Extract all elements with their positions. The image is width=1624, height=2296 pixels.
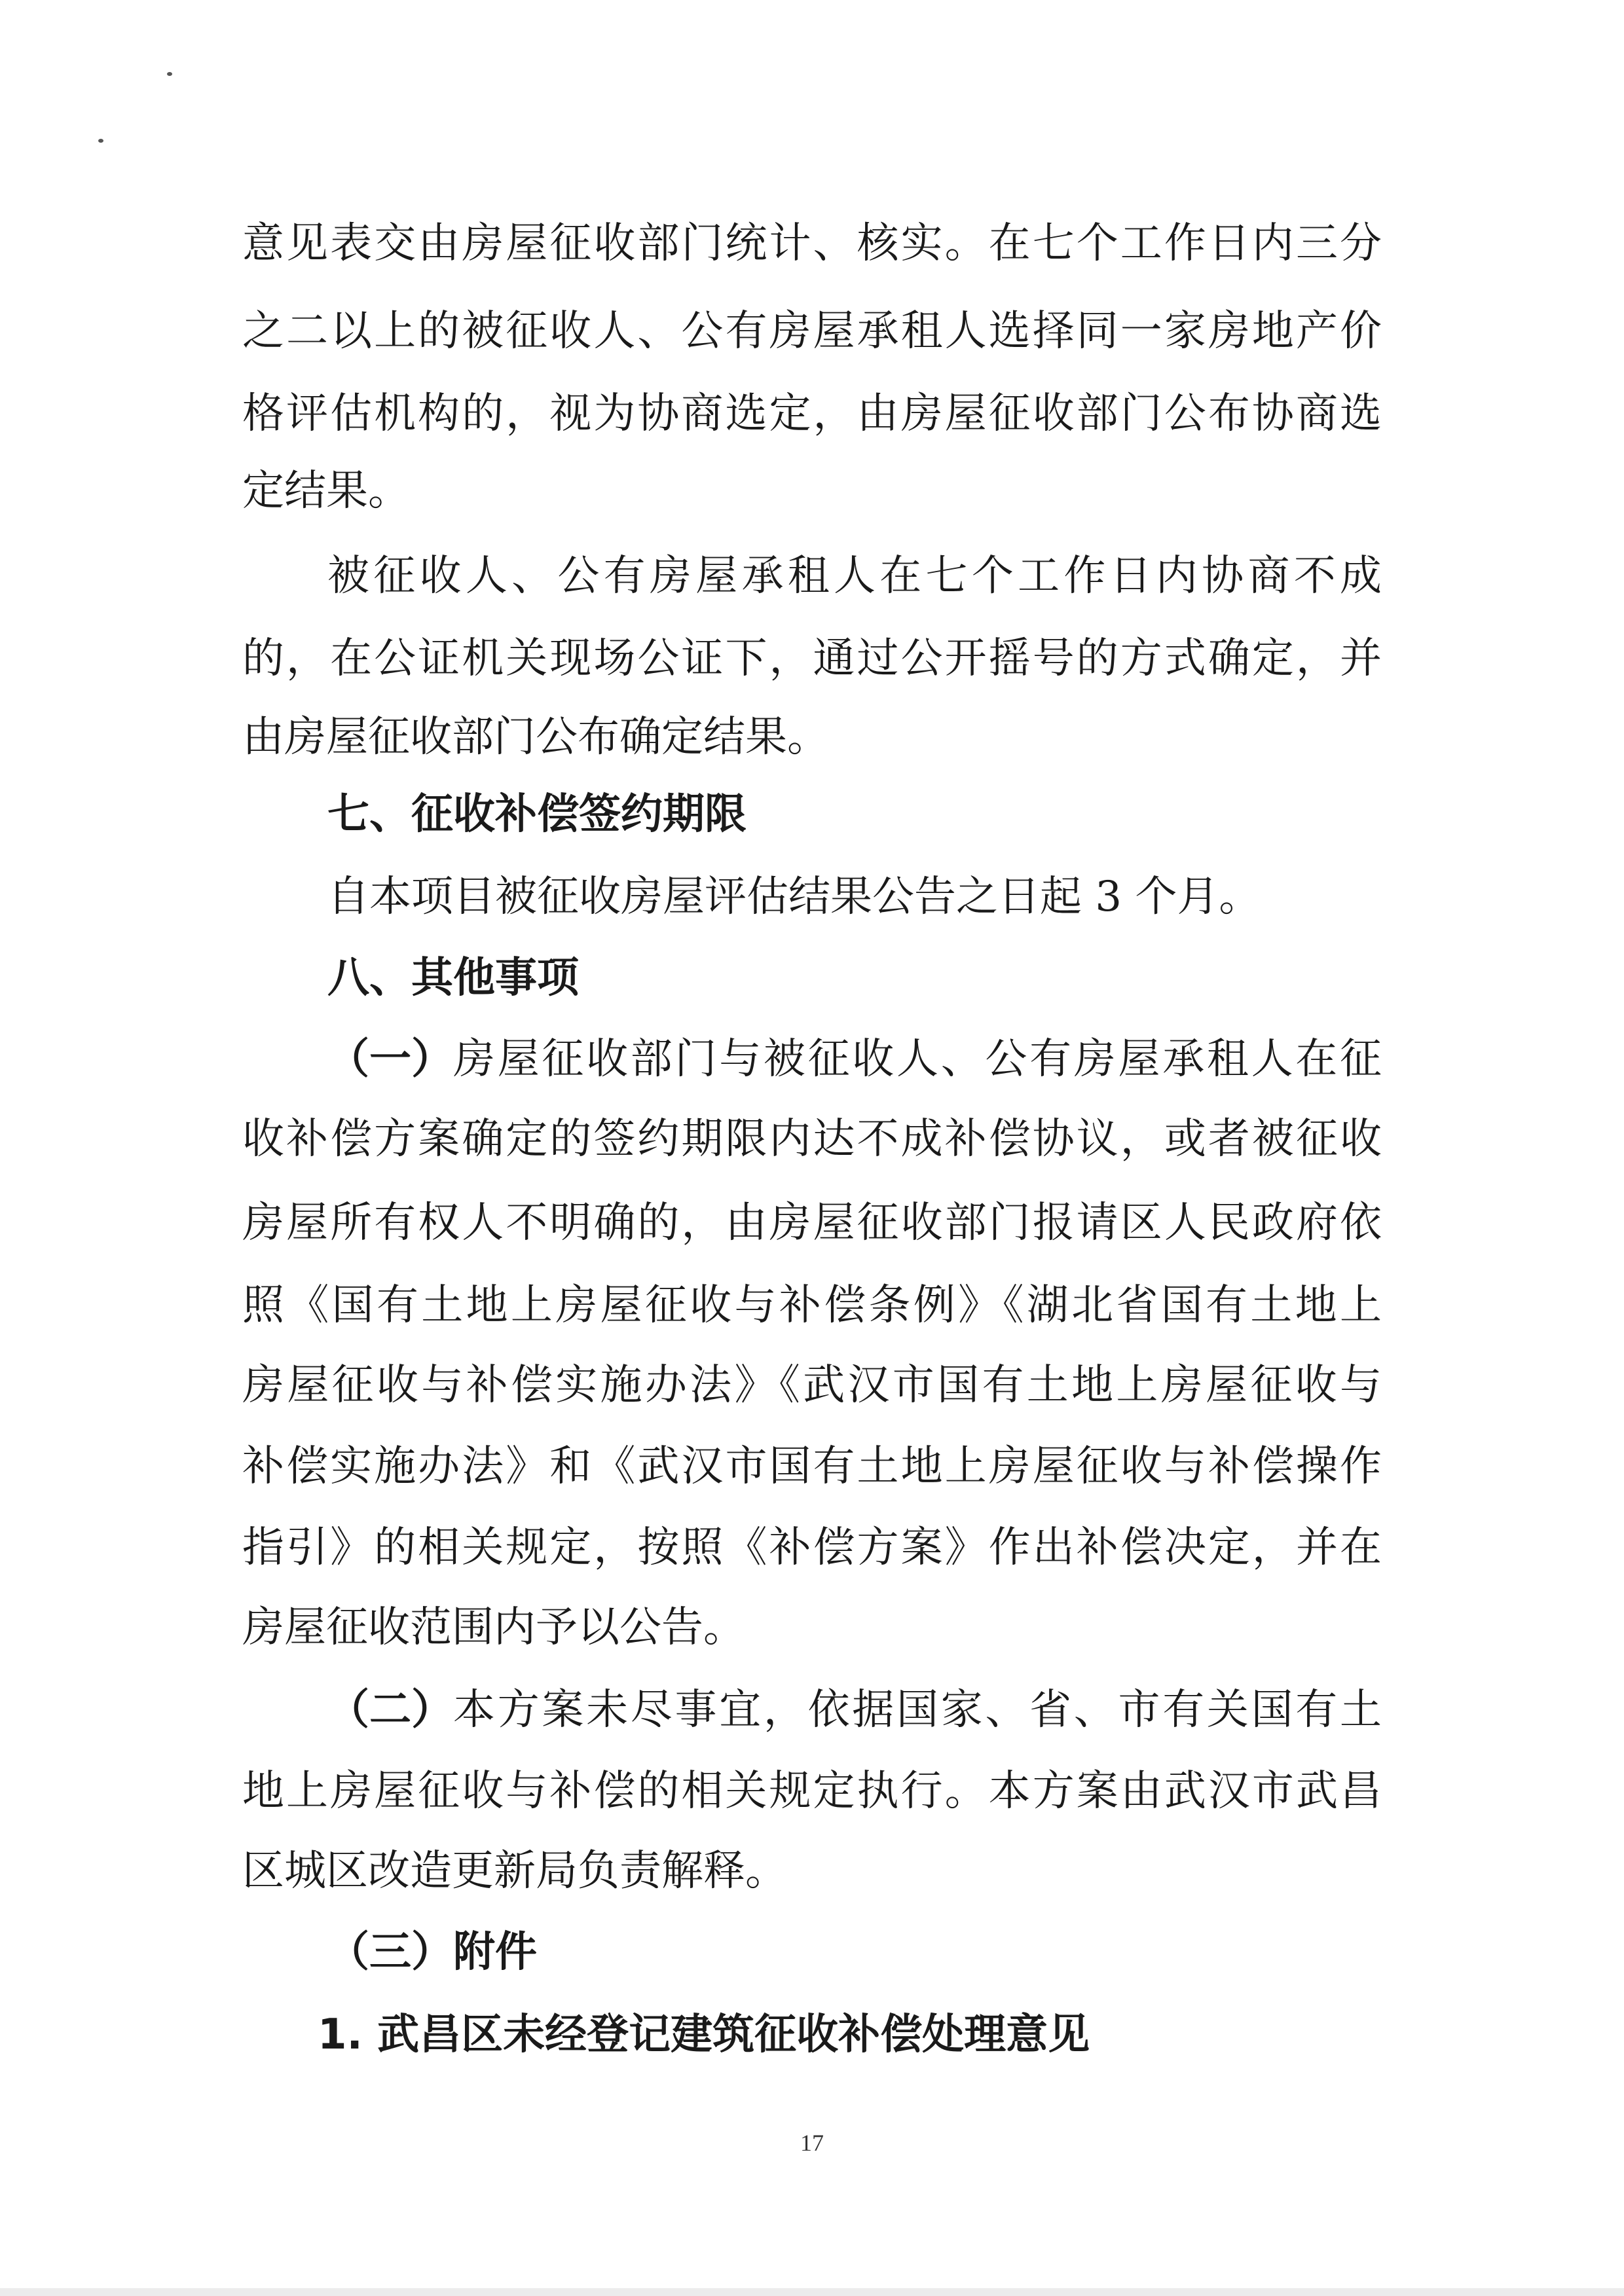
paragraph-line: 意见表交由房屋征收部门统计、核实。在七个工作日内三分 — [242, 219, 1382, 268]
paragraph-line: 补偿实施办法》和《武汉市国有土地上房屋征收与补偿操作 — [242, 1442, 1382, 1491]
paragraph-line: 照《国有土地上房屋征收与补偿条例》《湖北省国有土地上 — [242, 1281, 1382, 1330]
paragraph-line: 房屋征收范围内予以公告。 — [242, 1603, 745, 1652]
scan-edge — [0, 2288, 1624, 2296]
item-text: 房屋征收部门与被征收人、公有房屋承租人在征 — [453, 1035, 1382, 1084]
paragraph-line: 收补偿方案确定的签约期限内达不成补偿协议，或者被征收 — [242, 1115, 1382, 1163]
section-heading: 八、其他事项 — [327, 954, 579, 1002]
paragraph-line: 格评估机构的，视为协商选定，由房屋征收部门公布协商选 — [242, 390, 1382, 438]
item-line — [327, 1684, 1382, 1736]
scan-speck — [167, 72, 172, 76]
attachment-title: 1. 武昌区未经登记建筑征收补偿处理意见 — [318, 2011, 1090, 2059]
paragraph-line: 由房屋征收部门公布确定结果。 — [242, 713, 829, 761]
item-line — [327, 1033, 1382, 1085]
page-number: 17 — [800, 2130, 824, 2156]
paragraph-line: 地上房屋征收与补偿的相关规定执行。本方案由武汉市武昌 — [242, 1767, 1382, 1815]
paragraph-line: 的，在公证机关现场公证下，通过公开摇号的方式确定，并 — [242, 634, 1382, 683]
item-text: 本方案未尽事宜，依据国家、省、市有关国有土 — [453, 1686, 1382, 1734]
paragraph-line: 房屋所有权人不明确的，由房屋征收部门报请区人民政府依 — [242, 1199, 1382, 1247]
paragraph-line: 定结果。 — [242, 467, 410, 515]
paragraph-line: 之二以上的被征收人、公有房屋承租人选择同一家房地产价 — [242, 307, 1382, 355]
section-heading: （三）附件 — [327, 1928, 537, 1977]
paragraph-line: 自本项目被征收房屋评估结果公告之日起 3 个月。 — [327, 873, 1261, 921]
paragraph-line: 被征收人、公有房屋承租人在七个工作日内协商不成 — [327, 552, 1382, 600]
paragraph-line: 房屋征收与补偿实施办法》《武汉市国有土地上房屋征收与 — [242, 1361, 1382, 1410]
section-heading: 七、征收补偿签约期限 — [327, 790, 747, 839]
item-label: （一） — [327, 1035, 453, 1084]
paragraph-line: 指引》的相关规定，按照《补偿方案》作出补偿决定，并在 — [242, 1523, 1382, 1572]
paragraph-line: 区城区改造更新局负责解释。 — [242, 1847, 787, 1895]
item-label: （二） — [327, 1686, 453, 1734]
scan-speck — [98, 139, 103, 143]
